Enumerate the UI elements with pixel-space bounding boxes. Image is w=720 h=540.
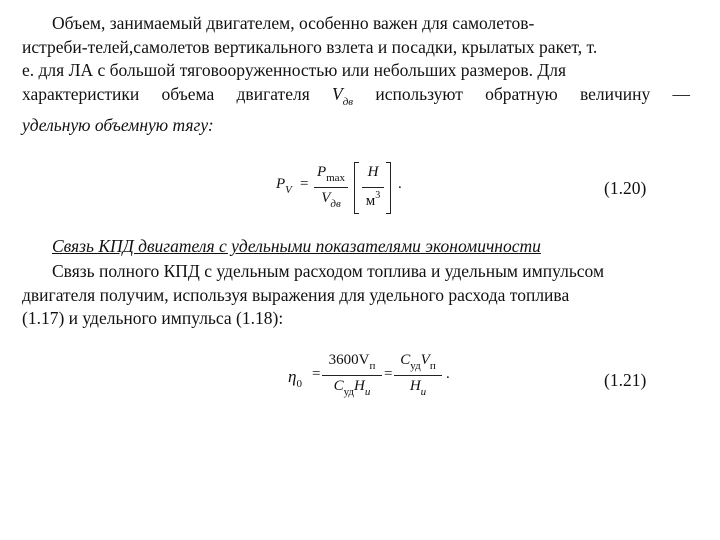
equals-sign: =	[312, 366, 321, 382]
paragraph-efficiency-line-2: двигателя получим, используя выражения для удельного расхода топлива	[22, 284, 570, 305]
fraction-numerator-2: $C_{уд}V_п$	[400, 352, 436, 372]
formula-trail: .	[446, 366, 450, 382]
paragraph-intro-line-2: истреби-телей,самолетов вертикального взлета и посадки, крылатых ракет, т.	[22, 36, 598, 57]
paragraph-intro-line-5: удельную объемную тягу:	[22, 115, 214, 135]
equals-sign: =	[300, 176, 309, 192]
fraction-numerator-1: $3600V_п$	[328, 352, 376, 372]
equals-sign-2: =	[384, 366, 393, 382]
paragraph-efficiency-line-3: (1.17) и удельного импульса (1.18):	[22, 308, 284, 328]
engine-volume-symbol: $V_{дв}$	[332, 83, 354, 108]
formula-lhs: $P_V$	[276, 176, 292, 196]
fraction-numerator: $P_{max}$	[316, 164, 346, 184]
fraction-denominator: $V_{дв}$	[321, 190, 341, 210]
formula-lhs: $\eta_0$	[288, 367, 302, 390]
paragraph-efficiency	[22, 260, 690, 331]
fraction-line-2	[394, 375, 442, 376]
paragraph-intro-line-4	[22, 83, 690, 115]
text-line: характеристики объема двигателя	[22, 83, 310, 104]
fraction-denominator-1: $C_{уд}H_и$	[333, 378, 371, 398]
unit-fraction-line	[362, 187, 384, 188]
paragraph-efficiency-line-1	[22, 260, 690, 284]
formula-trail: .	[398, 176, 402, 192]
fraction-line-1	[322, 375, 382, 376]
fraction-denominator-2: $H_и$	[409, 378, 427, 398]
left-bracket	[354, 162, 359, 214]
section-heading: Связь КПД двигателя с удельными показателями экономичности	[52, 236, 541, 256]
paragraph-intro	[22, 12, 690, 138]
paragraph-intro-line-3: е. для ЛА с большой тяговооруженностью или небольших размеров. Для	[22, 60, 567, 80]
unit-denominator: $м^3$	[365, 190, 381, 209]
text-line: используют обратную величину —	[375, 83, 691, 104]
text-line: Связь полного КПД с удельным расходом топлива и удельным импульсом	[52, 261, 605, 281]
paragraph-intro-line-1	[22, 12, 690, 36]
equation-number-1-20: (1.20)	[604, 178, 647, 198]
unit-numerator: H	[367, 164, 379, 180]
fraction-line	[314, 187, 348, 188]
text-line: Объем, занимаемый двигателем, особенно важен для самолетов-	[52, 13, 535, 33]
right-bracket	[386, 162, 391, 214]
equation-number-1-21: (1.21)	[604, 370, 647, 390]
